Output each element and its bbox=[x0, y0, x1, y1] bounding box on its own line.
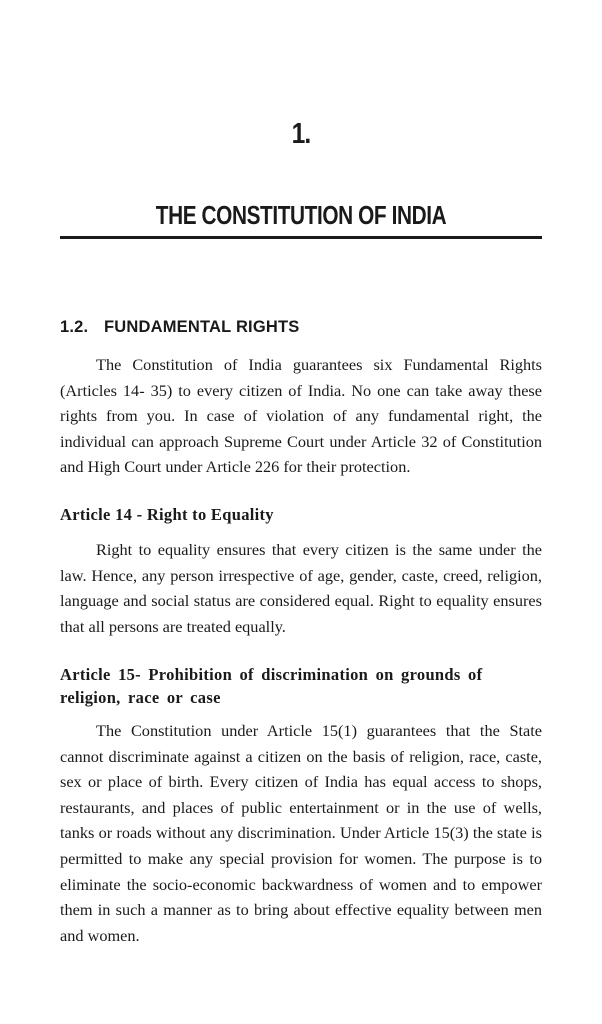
section-heading bbox=[60, 318, 299, 337]
section-intro-paragraph: The Constitution of India guarantees six Fundamental Rights (Articles 14- 35) to every citizen of India. No one can take away these rights from you. In case of violation of any fundamental right, the individual can approach Supreme Court under Article 32 of Constitution and High Court under Article 226 for their protection. bbox=[60, 355, 542, 477]
section-number: 1.2. bbox=[60, 318, 89, 336]
article-14-heading: Article 14 - Right to Equality bbox=[60, 505, 274, 524]
article-15-heading: Article 15- Prohibition of discrimination on grounds of religion, race or case bbox=[60, 665, 483, 707]
chapter-title: THE CONSTITUTION OF INDIA bbox=[155, 200, 447, 230]
title-divider bbox=[60, 236, 542, 239]
article-14-paragraph: Right to equality ensures that every citizen is the same under the law. Hence, any person irrespective of age, gender, caste, creed, religion, language and social status are considered equal. Right to equality ensures that all persons are treated equally. bbox=[60, 540, 542, 636]
chapter-number: 1. bbox=[291, 118, 311, 150]
section-title: FUNDAMENTAL RIGHTS bbox=[104, 318, 300, 336]
article-15-paragraph: The Constitution under Article 15(1) guarantees that the State cannot discriminate against a citizen on the basis of religion, race, caste, sex or place of birth. Every citizen of India has equal access to shops, restaurants, and places of public entertainment or in the use of wells, tanks or roads without any discrimination. Under Article 15(3) the state is permitted to make any special provision for women. The purpose is to eliminate the socio-economic backwardness of women and to empower them in such a manner as to bring about effective equality between men and women. bbox=[60, 721, 542, 945]
